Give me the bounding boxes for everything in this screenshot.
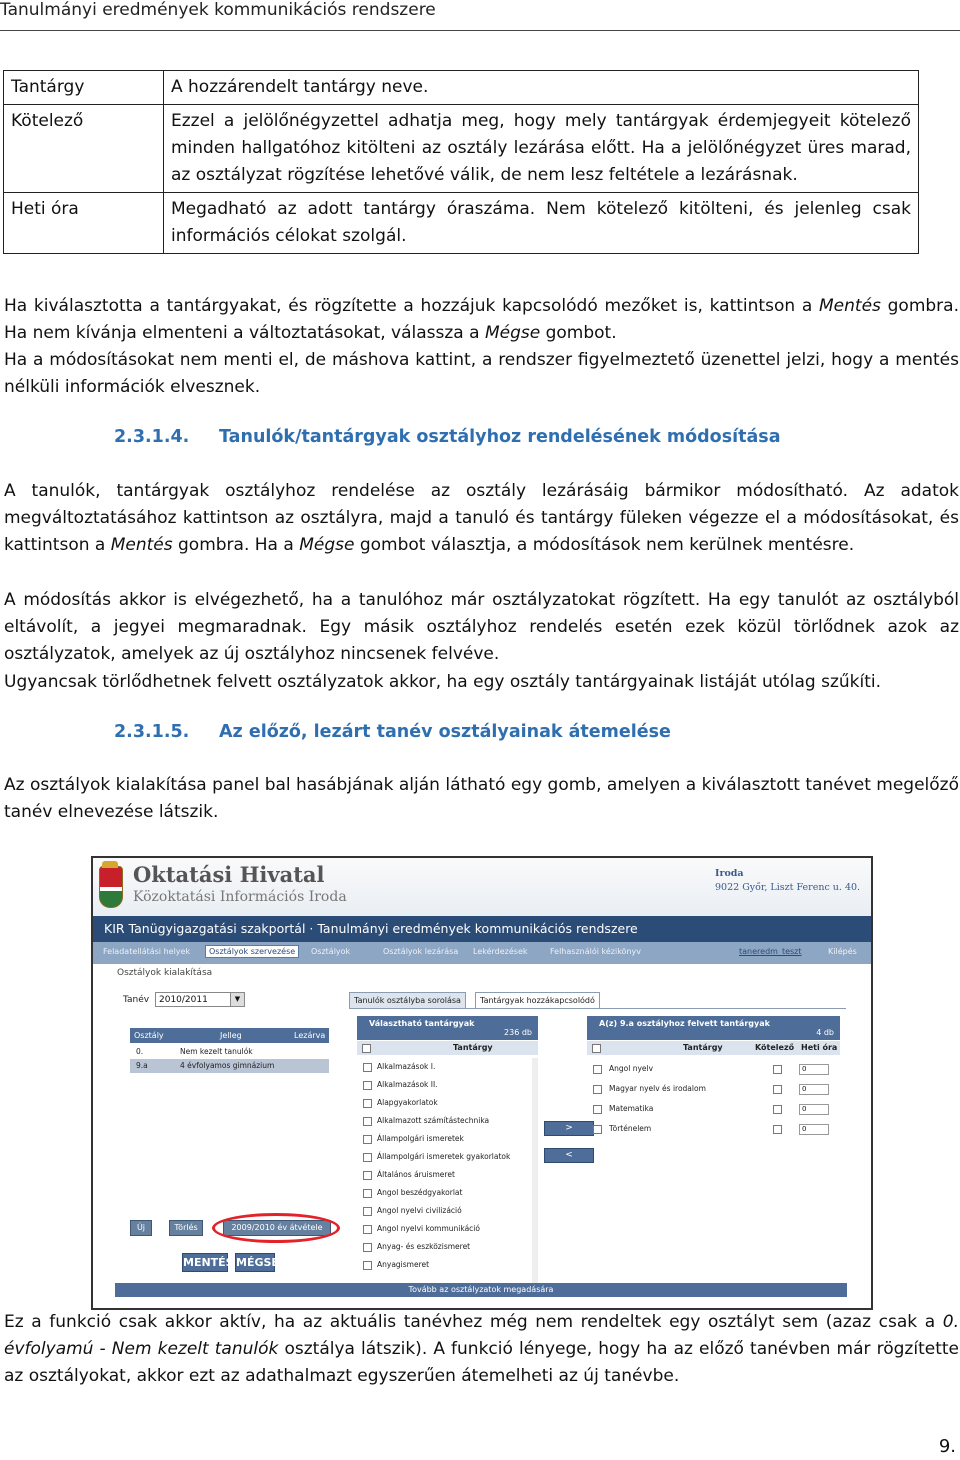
class-list-header (130, 1028, 329, 1043)
menu-item-osztalyok-lezarasa[interactable]: Osztályok lezárása (383, 947, 459, 956)
text-run: gombot választja, a módosítások nem kerülnek mentésre. (354, 535, 855, 555)
subject-checkbox[interactable] (363, 1243, 372, 1252)
available-subjects-col-header (357, 1041, 538, 1055)
menu-item-osztalyok[interactable]: Osztályok (311, 947, 351, 956)
table-row (4, 105, 919, 193)
italic-term: Mégse (299, 535, 355, 555)
desc-cell: A hozzárendelt tantárgy neve. (164, 71, 919, 105)
term-cell: Heti óra (4, 193, 164, 254)
box-count: 236 db (504, 1028, 532, 1037)
col-tantargy[interactable]: Tantárgy (453, 1043, 493, 1052)
main-menu (93, 942, 871, 964)
tanev-label: Tanév (123, 995, 150, 1005)
document-header: Tanulmányi eredmények kommunikációs rendszere (0, 0, 436, 20)
select-all-checkbox[interactable] (592, 1044, 601, 1053)
class-name: 0. (136, 1047, 144, 1056)
italic-term: Mentés (819, 296, 881, 316)
section-title: Az előző, lezárt tanév osztályainak átemelése (219, 722, 671, 742)
list-item[interactable]: Állampolgári ismeretek gyakorlatok (377, 1152, 511, 1161)
hours-input[interactable]: 0 (799, 1084, 829, 1095)
definition-table (3, 70, 919, 254)
highlight-oval (212, 1213, 340, 1243)
paragraph-modify-grades: A módosítás akkor is elvégezhető, ha a tanulóhoz már osztályzatokat rögzített. Ha egy tanulót az osztályból eltávolít, a jegyei megmaradnak. Egy másik osztályhoz rendelés esetén ezek közül törlődnek azok az osztályzatok, amelyek az új osztályhoz nincsenek felvéve. (4, 590, 959, 664)
text-run: gombra. Ha nem kívánja elmenteni a változtatásokat, válassza a (4, 296, 959, 343)
list-item[interactable]: Alapgyakorlatok (377, 1098, 438, 1107)
subject-checkbox[interactable] (593, 1085, 602, 1094)
section-number: 2.3.1.5. (114, 722, 190, 742)
subject-checkbox[interactable] (593, 1125, 602, 1134)
paragraph-modify (4, 478, 959, 559)
move-left-button[interactable]: < (544, 1148, 594, 1163)
subject-checkbox[interactable] (363, 1189, 372, 1198)
class-row[interactable] (130, 1045, 329, 1059)
assigned-subjects-header (587, 1016, 840, 1040)
panel-title: Osztályok kialakítása (117, 968, 213, 978)
org-name: Oktatási Hivatal (133, 862, 325, 887)
save-button[interactable]: MENTÉS (182, 1253, 228, 1272)
mandatory-checkbox[interactable] (773, 1065, 782, 1074)
col-lezarva[interactable]: Lezárva (294, 1031, 326, 1040)
paragraph-warning: Ha a módosításokat nem menti el, de máshova kattint, a rendszer figyelmeztető üzenettel jelzi, hogy a mentés nélküli információk elvesznek. (4, 350, 959, 397)
list-item[interactable]: Alkalmazások II. (377, 1080, 438, 1089)
list-item[interactable]: Angol nyelvi kommunikáció (377, 1224, 480, 1233)
subject-checkbox[interactable] (363, 1117, 372, 1126)
logout-link[interactable]: Kilépés (828, 947, 857, 956)
available-subjects-header (357, 1016, 538, 1040)
section-title: Tanulók/tantárgyak osztályhoz rendelésének módosítása (219, 427, 781, 447)
continue-to-grades-button[interactable]: Tovább az osztályzatok megadására (115, 1283, 847, 1297)
portal-title-bar: KIR Tanügyigazgatási szakportál · Tanulmányi eredmények kommunikációs rendszere (93, 916, 871, 942)
crown-icon (102, 861, 118, 868)
box-count: 4 db (816, 1028, 834, 1037)
delete-class-button[interactable]: Törlés (169, 1220, 203, 1236)
list-item[interactable]: Anyagismeret (377, 1260, 430, 1269)
desc-cell: Ezzel a jelölőnégyzettel adhatja meg, hogy mely tantárgyak érdemjegyeit kötelező minden hallgatóhoz kitölteni az osztály lezárása előtt. Ha a jelölőnégyzet üres marad, az osztályzat rögzítése lehetővé válik, de nem lesz feltétele a lezárásnak. (164, 105, 919, 193)
user-link[interactable]: taneredm_teszt (739, 947, 802, 956)
col-kotelezo[interactable]: Kötelező (755, 1043, 795, 1052)
paragraph-delete-grades: Ugyancsak törlődhetnek felvett osztályzatok akkor, ha egy osztály tantárgyainak listáját utólag szűkíti. (4, 672, 882, 692)
menu-item-lekerdezesek[interactable]: Lekérdezések (473, 947, 528, 956)
chevron-down-icon[interactable]: ▼ (230, 993, 244, 1006)
subject-checkbox[interactable] (363, 1261, 372, 1270)
tanev-select[interactable] (155, 992, 245, 1007)
menu-item-kezikonyv[interactable]: Felhasználói kézikönyv (550, 947, 641, 956)
col-jelleg[interactable]: Jelleg (220, 1031, 242, 1040)
hours-input[interactable]: 0 (799, 1064, 829, 1075)
subject-checkbox[interactable] (363, 1225, 372, 1234)
text-run: A tanulók, tantárgyak osztályhoz rendelése az osztály lezárásáig bármikor módosítható. Az adatok megváltoztatásához kattintson az osztályra, majd a tanuló és tantárgy füleken végezze el a módosításokat, és kattintson a (4, 481, 959, 555)
new-class-button[interactable]: Új (130, 1220, 152, 1236)
subject-checkbox[interactable] (363, 1099, 372, 1108)
text-run: Ez a funkció csak akkor aktív, ha az aktuális tanévhez még nem rendeltek egy osztályt sem (azaz csak a (4, 1312, 943, 1332)
list-item[interactable]: Angol nyelv (609, 1064, 654, 1073)
italic-term: Mégse (484, 323, 541, 343)
text-run: osztálya látszik). A funkció lényege, hogy ha az előző tanévben már rögzítette az osztályokat, akkor ezt az adathalmazt egyszerűen átemelheti az új tanévbe. (4, 1339, 959, 1386)
paragraph-panel-button: Az osztályok kialakítása panel bal hasábjának alján látható egy gomb, amelyen a kiválasztott tanévet megelőző tanév elnevezése látszik. (4, 775, 959, 822)
org-subtitle: Közoktatási Információs Iroda (133, 889, 347, 905)
header-divider (0, 30, 960, 31)
tab-subjects[interactable]: Tantárgyak hozzákapcsolódó (475, 992, 600, 1009)
box-title: Választható tantárgyak (369, 1019, 475, 1028)
page-number: 9. (938, 1436, 956, 1457)
subject-checkbox[interactable] (363, 1171, 372, 1180)
list-item[interactable]: Magyar nyelv és irodalom (609, 1084, 706, 1093)
list-item[interactable]: Történelem (609, 1124, 652, 1133)
hours-input[interactable]: 0 (799, 1124, 829, 1135)
scrollbar[interactable] (532, 1058, 538, 1293)
subject-checkbox[interactable] (363, 1153, 372, 1162)
move-right-button[interactable]: > (544, 1121, 594, 1136)
application-screenshot (91, 856, 873, 1310)
term-cell: Kötelező (4, 105, 164, 193)
subject-checkbox[interactable] (593, 1065, 602, 1074)
menu-item-feladatellatasi[interactable]: Feladatellátási helyek (103, 947, 191, 956)
office-label: Iroda (715, 868, 744, 879)
class-type: Nem kezelt tanulók (180, 1047, 253, 1056)
select-all-checkbox[interactable] (362, 1044, 371, 1053)
subject-checkbox[interactable] (363, 1081, 372, 1090)
class-name: 9.a (136, 1061, 148, 1070)
col-heti-ora[interactable]: Heti óra (801, 1043, 838, 1052)
list-item[interactable]: Állampolgári ismeretek (377, 1134, 464, 1143)
site-banner (93, 858, 871, 916)
col-tantargy[interactable]: Tantárgy (683, 1043, 723, 1052)
class-type: 4 évfolyamos gimnázium (180, 1061, 275, 1070)
section-number: 2.3.1.4. (114, 427, 190, 447)
text-run: gombra. Ha a (172, 535, 300, 555)
list-item[interactable]: Angol beszédgyakorlat (377, 1188, 463, 1197)
cancel-button[interactable]: MÉGSE (235, 1253, 275, 1272)
term-cell: Tantárgy (4, 71, 164, 105)
box-title: A(z) 9.a osztályhoz felvett tantárgyak (599, 1019, 770, 1028)
list-item[interactable]: Anyag- és eszközismeret (377, 1242, 471, 1251)
italic-term: Mentés (110, 535, 173, 555)
text-run: Ha kiválasztotta a tantárgyakat, és rögzítette a hozzájuk kapcsolódó mezőket is, kattintson a (4, 296, 820, 316)
desc-cell: Megadható az adott tantárgy óraszáma. Nem kötelező kitölteni, és jelenleg csak információs célokat szolgál. (164, 193, 919, 254)
assigned-subjects-col-header (587, 1041, 840, 1055)
subject-checkbox[interactable] (363, 1135, 372, 1144)
list-item[interactable]: Általános áruismeret (377, 1170, 455, 1179)
office-address: 9022 Győr, Liszt Ferenc u. 40. (715, 882, 861, 893)
italic-term: 0. évfolyamú - Nem kezelt tanulók (4, 1312, 959, 1359)
list-item[interactable]: Matematika (609, 1104, 654, 1113)
paragraph-save-instructions (4, 293, 959, 347)
text-run: gombot. (540, 323, 617, 343)
mandatory-checkbox[interactable] (773, 1085, 782, 1094)
subject-checkbox[interactable] (363, 1063, 372, 1072)
tab-students[interactable]: Tanulók osztályba sorolása (349, 992, 466, 1009)
table-row (4, 71, 919, 105)
class-row[interactable] (130, 1059, 329, 1073)
tanev-value: 2010/2011 (159, 995, 208, 1005)
mandatory-checkbox[interactable] (773, 1105, 782, 1114)
list-item[interactable]: Angol nyelvi civilizáció (377, 1206, 462, 1215)
prev-year-import-button[interactable]: 2009/2010 év átvétele (223, 1220, 331, 1236)
hours-input[interactable]: 0 (799, 1104, 829, 1115)
coat-of-arms-icon (99, 866, 123, 908)
menu-item-osztalyok-szervezese[interactable]: Osztályok szervezése (205, 945, 299, 958)
paragraph-function (4, 1309, 959, 1390)
subject-checkbox[interactable] (593, 1105, 602, 1114)
table-row (4, 193, 919, 254)
list-item[interactable]: Alkalmazott számítástechnika (377, 1116, 490, 1125)
list-item[interactable]: Alkalmazások I. (377, 1062, 436, 1071)
subject-checkbox[interactable] (363, 1207, 372, 1216)
col-osztaly[interactable]: Osztály (134, 1031, 164, 1040)
tab-divider (349, 1008, 846, 1009)
mandatory-checkbox[interactable] (773, 1125, 782, 1134)
